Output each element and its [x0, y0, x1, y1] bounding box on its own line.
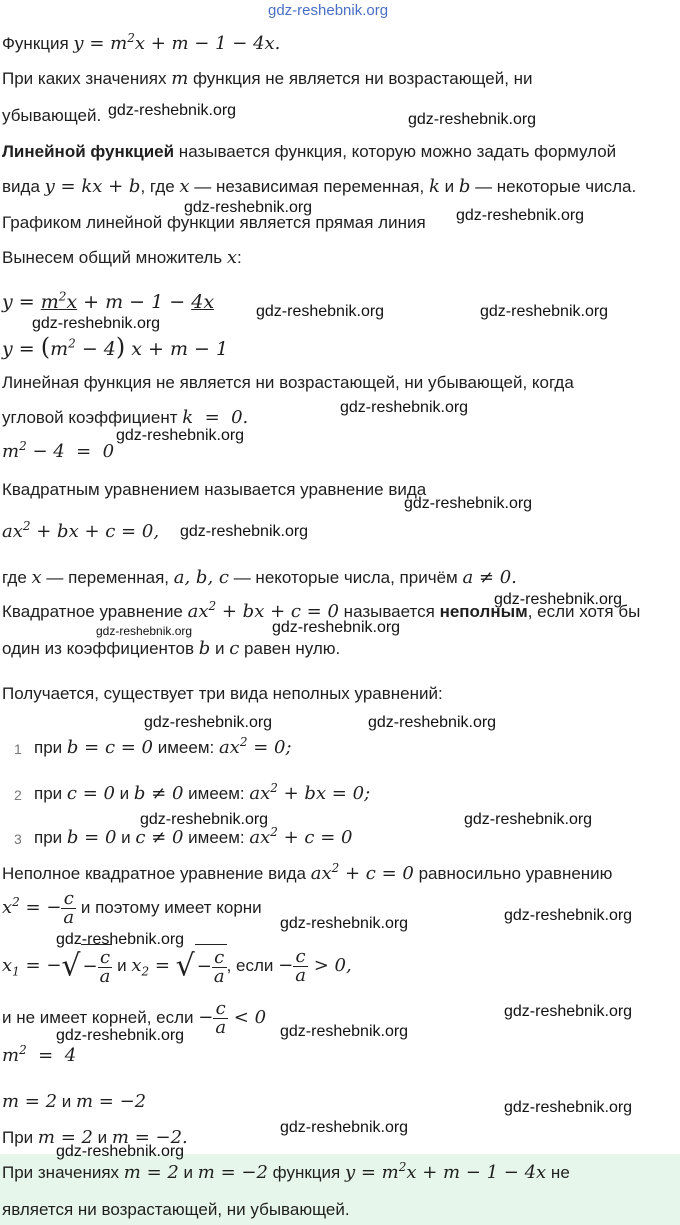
question-line-2: убывающей. — [2, 106, 102, 125]
text: при — [34, 784, 67, 803]
list-number: 2 — [14, 787, 22, 803]
text: называется — [338, 602, 440, 621]
watermark[interactable]: gdz-reshebnik.org — [56, 1143, 185, 1160]
text: не — [546, 1163, 570, 1182]
formula: $ax^2$ + bx = 0; — [249, 781, 371, 804]
list-number: 1 — [14, 741, 22, 757]
denominator: a — [99, 966, 111, 988]
numerator: c — [212, 949, 227, 968]
text: и — [116, 828, 136, 847]
var-m: m — [171, 68, 189, 89]
var: b — [198, 638, 211, 659]
formula: $y = m^2x + m - 1 - 4x$ — [344, 1160, 547, 1183]
formula: $x^2$ = − — [2, 895, 62, 918]
minus: − — [196, 956, 212, 978]
text: и — [112, 956, 132, 975]
text: где — [2, 568, 32, 587]
radicand — [195, 944, 227, 989]
var: b — [458, 176, 471, 197]
var: x — [226, 247, 238, 268]
watermark[interactable]: gdz-reshebnik.org — [256, 303, 385, 320]
text: и поэтому имеет корни — [76, 898, 262, 917]
watermark[interactable]: gdz-reshebnik.org — [368, 714, 497, 731]
watermark-top[interactable]: gdz-reshebnik.org — [268, 2, 389, 19]
watermark[interactable]: gdz-reshebnik.org — [280, 1119, 409, 1136]
text: , если хотя бы — [527, 602, 641, 621]
formula: > 0, — [307, 955, 352, 976]
question-line-1 — [2, 67, 533, 91]
list-item — [34, 736, 292, 760]
list-item — [34, 782, 370, 806]
bold-term: Линейной функцией — [2, 142, 175, 161]
definition-line-3: Графиком линейной функции является прямая линия — [2, 213, 426, 232]
formula: m = −2 — [197, 1162, 268, 1183]
fraction — [98, 949, 113, 986]
watermark[interactable]: gdz-reshebnik.org — [56, 1027, 185, 1044]
fraction — [212, 949, 227, 986]
watermark[interactable]: gdz-reshebnik.org — [272, 619, 401, 636]
text: имеем: — [183, 828, 250, 847]
text: — переменная, — [41, 568, 174, 587]
formula: k = 0. — [182, 407, 249, 428]
var: x — [31, 567, 42, 588]
list-number: 3 — [14, 831, 22, 847]
text: и — [92, 1128, 112, 1147]
text: при — [34, 828, 67, 847]
text: называется функция, которую можно задать формулой — [174, 142, 617, 161]
text: и не имеет корней, если — [2, 1008, 199, 1027]
equivalent-line — [2, 862, 612, 886]
formula: $ax^2 = 0$; — [218, 735, 292, 758]
text: функция — [267, 1163, 345, 1182]
formula: c = 0 — [66, 783, 115, 804]
equation-2: $y = (m^2 - 4) x + m - 1$ — [2, 333, 229, 361]
bold-term: неполным — [439, 602, 528, 621]
definition-line-2 — [2, 175, 636, 199]
text: При значениях — [2, 1163, 124, 1182]
text: , где — [140, 177, 180, 196]
underlined-term: 4x — [191, 291, 215, 313]
fraction — [213, 1000, 228, 1037]
sqrt-icon: √ — [61, 948, 81, 984]
watermark[interactable]: gdz-reshebnik.org — [280, 915, 409, 932]
text: При каких значениях — [2, 69, 172, 88]
minus: − — [82, 956, 98, 978]
watermark[interactable]: gdz-reshebnik.org — [456, 207, 585, 224]
watermark-small[interactable]: gdz-reshebnik.org — [96, 624, 193, 638]
text: и — [210, 639, 230, 658]
answer-line-1 — [2, 1161, 570, 1185]
equation-3: $m^2 - 4 = 0$ — [2, 439, 115, 462]
text: вида — [2, 177, 45, 196]
roots-intro — [2, 888, 262, 928]
watermark[interactable]: gdz-reshebnik.org — [184, 199, 313, 216]
fraction — [61, 890, 76, 927]
text: равносильно уравнению — [413, 864, 613, 883]
formula: $x_2$ = — [131, 955, 176, 979]
denominator: a — [215, 1017, 227, 1039]
formula: b ≠ 0 — [133, 783, 184, 804]
text: угловой коэффициент — [2, 408, 183, 427]
var: k — [428, 176, 440, 197]
numerator: c — [293, 948, 308, 967]
text: один из коэффициентов — [2, 639, 199, 658]
formula: b = c = 0 — [66, 737, 153, 758]
text: и — [57, 1092, 76, 1111]
formula: m = 2 — [123, 1162, 179, 1183]
equation-1: $y = m^2x + m - 1 - 4x$ — [2, 289, 215, 313]
three-types: Получается, существует три вида неполных уравнений: — [2, 684, 443, 703]
equation-5: $m^2 = 4$ — [2, 1043, 77, 1066]
fraction — [293, 948, 308, 985]
watermark[interactable]: gdz-reshebnik.org — [340, 399, 469, 416]
solutions-line — [2, 1090, 146, 1114]
watermark[interactable]: gdz-reshebnik.org — [108, 102, 237, 119]
denominator: a — [295, 965, 306, 987]
text: и — [178, 1163, 198, 1182]
formula: $x_1$ = − — [2, 955, 62, 979]
formula: m = −2. — [111, 1127, 188, 1148]
variables-line — [2, 566, 517, 590]
formula: y = kx + b — [44, 176, 141, 197]
problem-statement — [2, 32, 280, 56]
formula: c ≠ 0 — [135, 827, 184, 848]
formula: m = 2 — [2, 1091, 58, 1112]
formula: $y = m^2x + m - 1 - 4x$. — [73, 31, 281, 54]
formula: b = 0 — [66, 827, 117, 848]
text: Вынесем общий множитель — [2, 248, 227, 267]
formula: m = −2 — [76, 1091, 147, 1112]
text: При — [2, 1128, 38, 1147]
quadratic-def: Квадратным уравнением называется уравнение вида — [2, 480, 427, 499]
denominator: a — [213, 966, 225, 988]
var: c — [229, 638, 240, 659]
text: имеем: — [153, 738, 219, 757]
watermark[interactable]: gdz-reshebnik.org — [504, 1003, 633, 1020]
watermark[interactable]: gdz-reshebnik.org — [504, 1099, 633, 1116]
text: , если — [226, 956, 279, 975]
underlined-term: $m^2x$ — [40, 289, 78, 313]
text: Неполное квадратное уравнение вида — [2, 864, 311, 883]
watermark[interactable]: gdz-reshebnik.org — [140, 811, 269, 828]
watermark[interactable]: gdz-reshebnik.org — [180, 523, 309, 540]
denominator: a — [63, 907, 75, 929]
watermark[interactable]: gdz-reshebnik.org — [504, 907, 633, 924]
watermark[interactable]: gdz-reshebnik.org — [56, 931, 185, 948]
var: x — [179, 176, 190, 197]
watermark[interactable]: gdz-reshebnik.org — [494, 591, 623, 608]
watermark[interactable]: gdz-reshebnik.org — [32, 315, 161, 332]
text: равен нулю. — [239, 639, 341, 658]
text: и — [114, 784, 134, 803]
text: функция не является ни возрастающей, ни — [188, 69, 533, 88]
text: Квадратное уравнение — [2, 602, 188, 621]
list-item — [34, 826, 352, 850]
watermark[interactable]: gdz-reshebnik.org — [408, 111, 537, 128]
text: — независимая переменная, — [189, 177, 429, 196]
formula: $ax^2 + c = 0$ — [310, 861, 414, 884]
definition-line-1 — [2, 140, 616, 164]
watermark[interactable]: gdz-reshebnik.org — [404, 495, 533, 512]
text: — некоторые числа. — [470, 177, 637, 196]
watermark[interactable]: gdz-reshebnik.org — [480, 303, 609, 320]
radicand — [81, 944, 113, 989]
numerator: c — [98, 949, 113, 968]
formula: m = 2 — [37, 1127, 93, 1148]
formula: < 0 — [228, 1007, 267, 1028]
text: и — [439, 177, 459, 196]
equation-4: $ax^2$ + bx + c = 0, — [2, 519, 160, 542]
text: : — [237, 248, 242, 267]
minus: − — [278, 955, 294, 976]
formula: a ≠ 0. — [462, 567, 517, 588]
text: при — [34, 738, 67, 757]
answer-line-2: является ни возрастающей, ни убывающей. — [2, 1200, 350, 1219]
text: — некоторые числа, причём — [228, 568, 463, 587]
watermark[interactable]: gdz-reshebnik.org — [144, 714, 273, 731]
watermark[interactable]: gdz-reshebnik.org — [280, 1023, 409, 1040]
minus: − — [198, 1007, 214, 1028]
factor-line — [2, 246, 242, 270]
formula: $ax^2 + c = 0$ — [249, 825, 353, 848]
formula: $ax^2$ + bx + c = 0 — [187, 599, 339, 622]
watermark[interactable]: gdz-reshebnik.org — [464, 811, 593, 828]
condition-line-1: Линейная функция не является ни возрастающей, ни убывающей, когда — [2, 373, 574, 392]
vars: a, b, c — [173, 567, 229, 588]
roots-line — [2, 944, 352, 994]
numerator: c — [213, 1000, 228, 1019]
sqrt-icon: √ — [175, 948, 195, 984]
watermark[interactable]: gdz-reshebnik.org — [116, 427, 245, 444]
incomplete-def-2 — [2, 637, 340, 661]
text: имеем: — [183, 784, 250, 803]
numerator: c — [61, 890, 76, 909]
text: Функция — [2, 34, 74, 53]
